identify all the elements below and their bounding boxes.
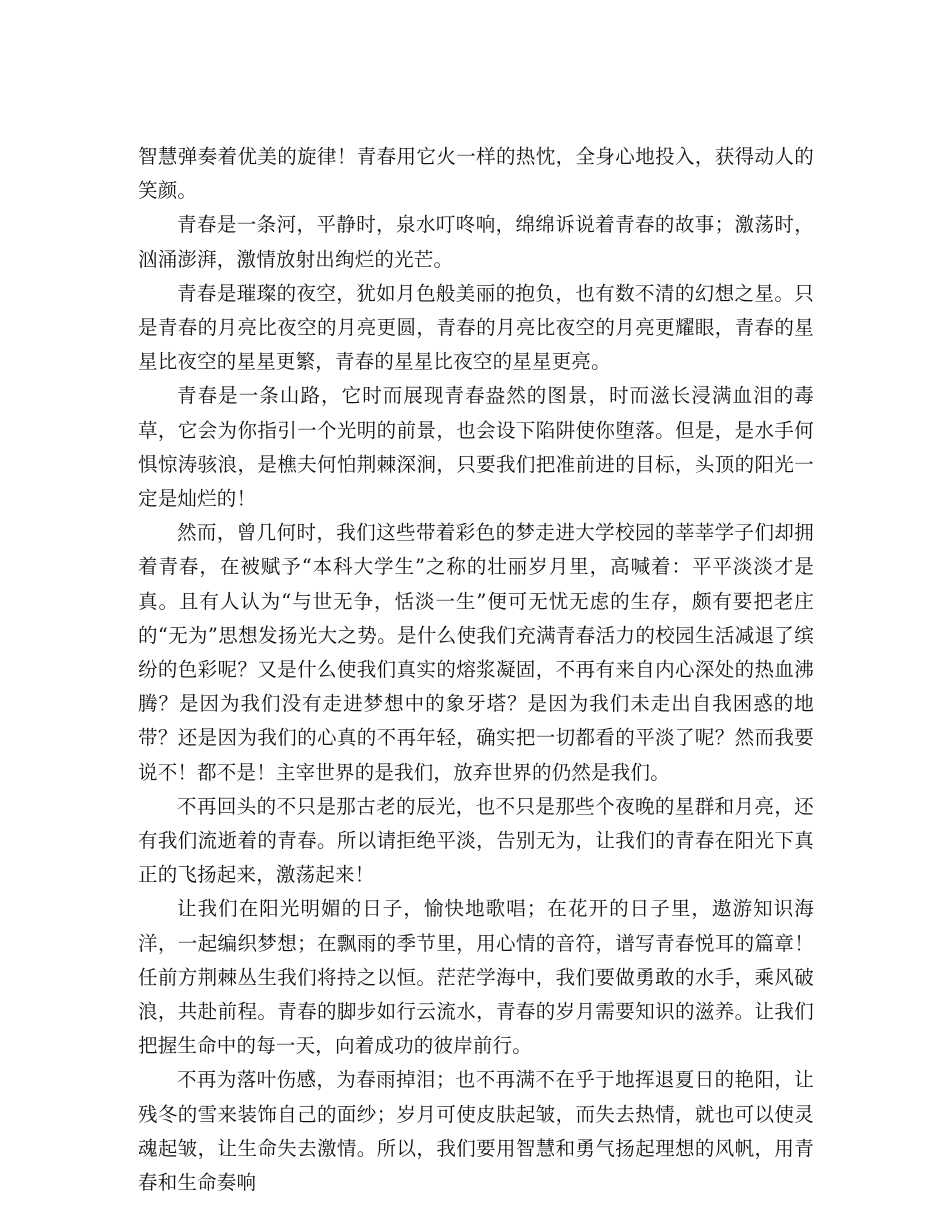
paragraph-4: 青春是一条山路，它时而展现青春盎然的图景，时而滋长浸满血泪的毒草，它会为你指引一个光明的前景，也会设下陷阱使你堕落。但是，是水手何惧惊涛骇浪，是樵夫何怕荆棘深涧，只要我们把准前进的目标，头顶的阳光一定是灿烂的！	[138, 384, 814, 511]
paragraph-6: 不再回头的不只是那古老的辰光，也不只是那些个夜晚的星群和月亮，还有我们流逝着的青春。所以请拒绝平淡，告别无为，让我们的青春在阳光下真正的飞扬起来，激荡起来！	[138, 794, 814, 887]
paragraph-8: 不再为落叶伤感，为春雨掉泪；也不再满不在乎于地挥退夏日的艳阳，让残冬的雪来装饰自己的面纱；岁月可使皮肤起皱，而失去热情，就也可以使灵魂起皱，让生命失去激情。所以，我们要用智慧和勇气扬起理想的风帆，用青春和生命奏响	[138, 1068, 814, 1195]
paragraph-5: 然而，曾几何时，我们这些带着彩色的梦走进大学校园的莘莘学子们却拥着青春，在被赋予“本科大学生”之称的壮丽岁月里，高喊着：平平淡淡才是真。且有人认为“与世无争，恬淡一生”便可无忧无虑的生存，颇有要把老庄的“无为”思想发扬光大之势。是什么使我们充满青春活力的校园生活减退了缤纷的色彩呢？又是什么使我们真实的熔浆凝固，不再有来自内心深处的热血沸腾？是因为我们没有走进梦想中的象牙塔？是因为我们未走出自我困惑的地带？还是因为我们的心真的不再年轻，确实把一切都看的平淡了呢？然而我要说不！都不是！主宰世界的是我们，放弃世界的仍然是我们。	[138, 521, 814, 784]
paragraph-7: 让我们在阳光明媚的日子，愉快地歌唱；在花开的日子里，遨游知识海洋，一起编织梦想；在飘雨的季节里，用心情的音符，谱写青春悦耳的篇章！任前方荆棘丛生我们将持之以恒。茫茫学海中，我们要做勇敢的水手，乘风破浪，共赴前程。青春的脚步如行云流水，青春的岁月需要知识的滋养。让我们把握生命中的每一天，向着成功的彼岸前行。	[138, 897, 814, 1058]
paragraph-2: 青春是一条河，平静时，泉水叮咚响，绵绵诉说着青春的故事；激荡时，汹涌澎湃，激情放射出绚烂的光芒。	[138, 213, 814, 271]
paragraph-3: 青春是璀璨的夜空，犹如月色般美丽的抱负，也有数不清的幻想之星。只是青春的月亮比夜空的月亮更圆，青春的月亮比夜空的月亮更耀眼，青春的星星比夜空的星星更繁，青春的星星比夜空的星星更亮。	[138, 281, 814, 374]
document-body	[138, 140, 814, 1200]
paragraph-1: 智慧弹奏着优美的旋律！青春用它火一样的热忱，全身心地投入，获得动人的笑颜。	[138, 145, 814, 203]
